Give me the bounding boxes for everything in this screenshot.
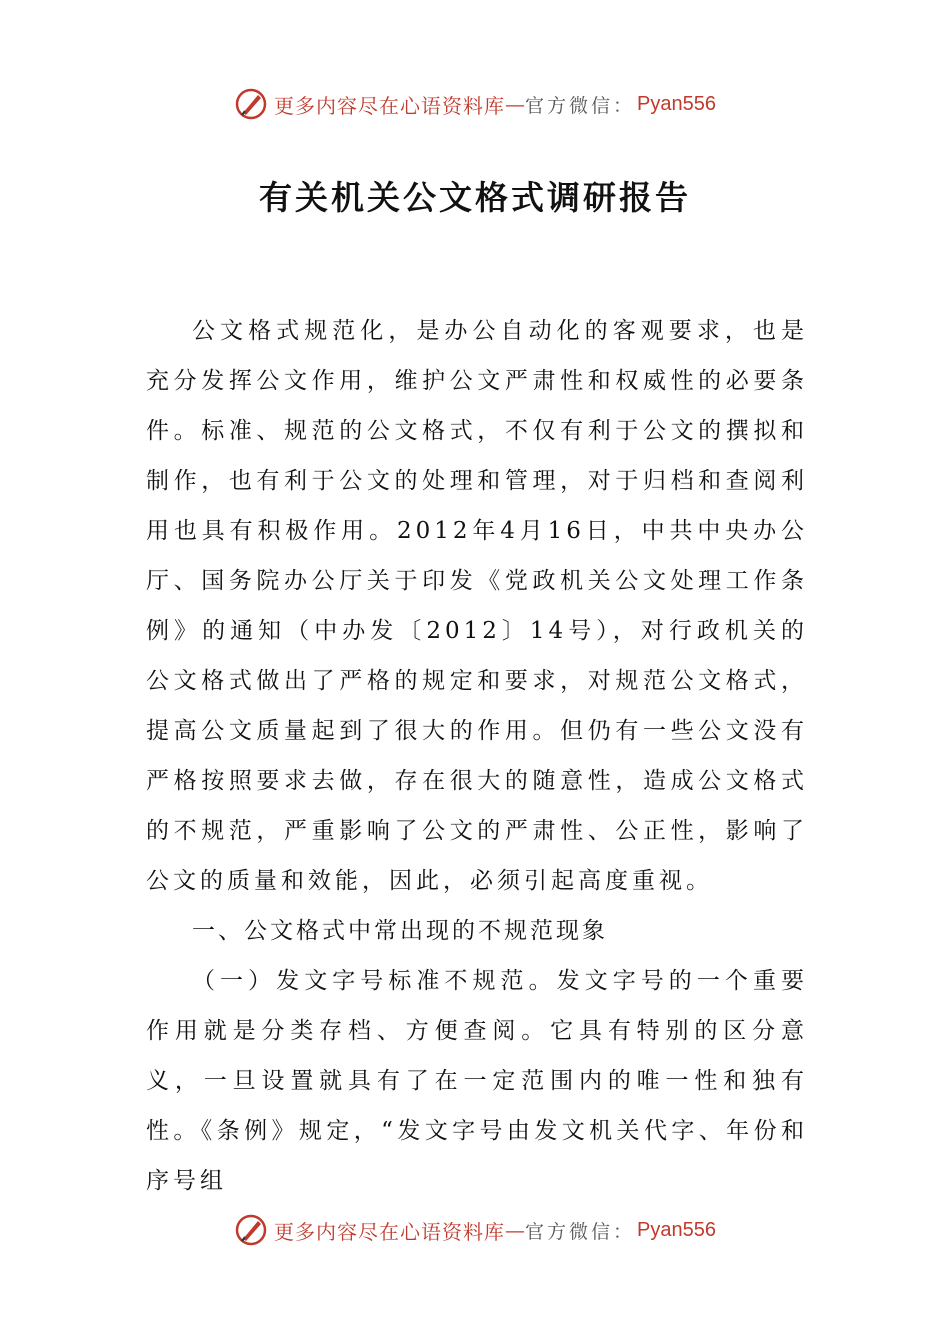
header-watermark bbox=[0, 84, 950, 124]
watermark-brand: 更多内容尽在心语资料库 bbox=[274, 1219, 505, 1244]
document-title: 有关机关公文格式调研报告 bbox=[259, 178, 691, 217]
watermark-wechat-id: Pyan556 bbox=[637, 1218, 716, 1241]
watermark-official: 官方微信： bbox=[525, 94, 636, 117]
watermark-brand: 更多内容尽在心语资料库 bbox=[274, 93, 505, 118]
quill-logo-icon bbox=[234, 1213, 268, 1247]
watermark-separator: — bbox=[505, 92, 525, 116]
footer-watermark bbox=[0, 1210, 950, 1250]
document-body bbox=[146, 306, 808, 1206]
watermark-separator: — bbox=[505, 1218, 525, 1242]
watermark-official: 官方微信： bbox=[525, 1220, 636, 1243]
subsection-paragraph: （一）发文字号标准不规范。发文字号的一个重要作用就是分类存档、方便查阅。它具有特别的区分意义，一旦设置就具有了在一定范围内的唯一性和独有性。《条例》规定，“发文字号由发文机关代字、年份和序号组 bbox=[146, 968, 808, 1194]
section-heading: 一、公文格式中常出现的不规范现象 bbox=[192, 918, 608, 944]
intro-paragraph: 公文格式规范化，是办公自动化的客观要求，也是充分发挥公文作用，维护公文严肃性和权威性的必要条件。标准、规范的公文格式，不仅有利于公文的撰拟和制作，也有利于公文的处理和管理，对于归档和查阅利用也具有积极作用。2012年4月16日，中共中央办公厅、国务院办公厅关于印发《党政机关公文处理工作条例》的通知（中办发〔2012〕14号），对行政机关的公文格式做出了严格的规定和要求，对规范公文格式，提高公文质量起到了很大的作用。但仍有一些公文没有严格按照要求去做，存在很大的随意性，造成公文格式的不规范，严重影响了公文的严肃性、公正性，影响了公文的质量和效能，因此，必须引起高度重视。 bbox=[146, 318, 808, 894]
watermark-wechat-id: Pyan556 bbox=[637, 92, 716, 115]
quill-logo-icon bbox=[234, 87, 268, 121]
